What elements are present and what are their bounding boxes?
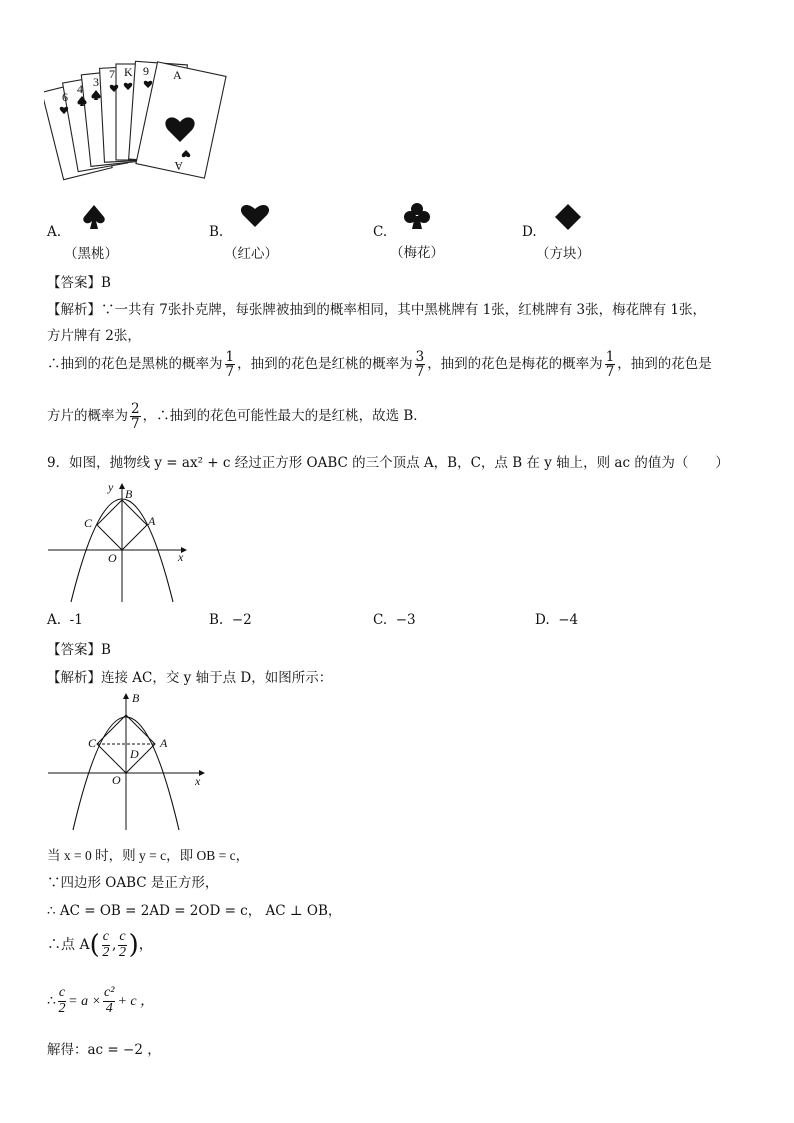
q8-option-A[interactable]: A.	[47, 224, 62, 240]
q9-analysis-intro: 【解析】连接 AC，交 y 轴于点 D，如图所示：	[47, 670, 333, 686]
q8-option-C[interactable]: C.	[373, 224, 388, 240]
q8-analysis-line3: ∴抽到的花色是黑桃的概率为 $\frac{1}{7}$ ，抽到的花色是红桃的概率为 $\frac{3}{7}$ ，抽到的花色是梅花的概率为 $\frac{1}{7}$ ，抽到的花色是	[47, 349, 712, 381]
q9-option-D[interactable]: D. −4	[535, 612, 579, 628]
q8-option-B[interactable]: B.	[209, 224, 224, 240]
q8-answer: 【答案】B	[47, 275, 111, 291]
point-A-label: A	[160, 736, 168, 750]
y-axis-label: y	[108, 480, 114, 494]
q8-option-B-label: （红心）	[224, 246, 278, 262]
point-C-label: C	[88, 736, 97, 750]
q8-option-C-label: （梅花）	[390, 245, 444, 261]
q8-analysis-line2: 方片牌有 2张，	[47, 328, 141, 344]
point-B-label: B	[132, 691, 140, 705]
fraction-2-7: $\frac{2}{7}$	[131, 401, 140, 433]
q9-parabola-figure	[44, 478, 194, 606]
playing-cards-figure	[44, 60, 244, 195]
card-4-rank: 4	[77, 82, 83, 96]
card-A-rank: A	[173, 68, 182, 82]
q9-step-4: ∴点 A( $\frac{c}{2}$ , $\frac{c}{2}$ )，	[47, 929, 153, 961]
q9-step-1: 当 x = 0 时，则 y = c，即 OB = c，	[47, 848, 250, 863]
q9-answer: 【答案】B	[47, 642, 111, 658]
card-A-rank-bottom: A	[174, 159, 183, 173]
fraction-1-7: $\frac{1}{7}$	[225, 349, 235, 381]
diamond-icon	[554, 203, 582, 231]
card-7-rank: 7	[109, 67, 115, 81]
x-axis-label: x	[195, 774, 201, 788]
spade-icon	[82, 203, 106, 231]
fraction-3-7: $\frac{3}{7}$	[415, 349, 425, 381]
q8-option-D-label: （方块）	[536, 246, 590, 262]
q9-step-6: 解得：ac = −2 ，	[47, 1042, 161, 1058]
origin-label: O	[112, 773, 121, 787]
card-3-rank: 3	[93, 75, 99, 89]
origin-label: O	[108, 551, 117, 565]
x-axis-label: x	[178, 550, 184, 564]
heart-icon	[240, 203, 270, 229]
club-icon	[404, 202, 430, 230]
analysis-heading: 【解析】	[47, 302, 101, 318]
q9-stem: 9．如图，抛物线 y = ax² + c 经过正方形 OABC 的三个顶点 A，B，C，点 B 在 y 轴上，则 ac 的值为（ ）	[47, 455, 729, 471]
card-6-rank: 6	[62, 90, 68, 104]
point-A-label: A	[148, 514, 156, 528]
q8-option-A-label: （黑桃）	[64, 246, 118, 262]
point-C-label: C	[84, 516, 93, 530]
fraction-1-7: $\frac{1}{7}$	[605, 349, 615, 381]
card-9-rank: 9	[143, 64, 149, 78]
point-D-label: D	[130, 747, 139, 761]
q8-analysis-line1: 【解析】∵一共有 7张扑克牌，每张牌被抽到的概率相同，其中黑桃牌有 1张，红桃牌有 3张，梅花牌有 1张，	[47, 302, 707, 318]
card-K-rank: K	[124, 65, 133, 79]
q9-step-5: ∴ $\frac{c}{2}$ = a × $\frac{\text{c²}}{4}$ + c ，	[47, 985, 155, 1016]
q9-solution-figure	[44, 690, 214, 835]
q9-option-B[interactable]: B. −2	[209, 612, 252, 628]
q9-option-A[interactable]: A. -1	[47, 612, 83, 628]
analysis-heading: 【解析】	[47, 670, 101, 686]
q8-option-D[interactable]: D.	[522, 224, 537, 240]
q9-step-3: ∴ AC = OB = 2AD = 2OD = c， AC ⊥ OB，	[47, 903, 342, 919]
point-B-label: B	[125, 487, 133, 501]
q9-step-2: ∵四边形 OABC 是正方形，	[47, 875, 219, 891]
q9-option-C[interactable]: C. −3	[373, 612, 416, 628]
q8-analysis-line4: 方片的概率为 $\frac{2}{7}$ ，∴抽到的花色可能性最大的是红桃，故选 B．	[47, 401, 427, 433]
